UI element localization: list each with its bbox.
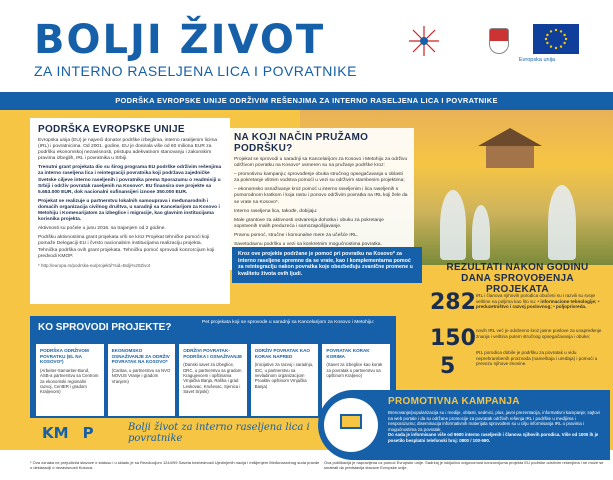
office-kosovo-logo bbox=[407, 24, 441, 58]
eu-support-paragraph bbox=[38, 199, 222, 223]
partner-logos bbox=[369, 22, 599, 72]
project-text: (Caritas, u partnerstvu sa NVO NOVUS Vranje i gradom Vranjem) bbox=[111, 367, 171, 384]
slogan: Bolji život za interno raseljena lica i povratnike bbox=[128, 422, 310, 444]
kmop-logo bbox=[42, 424, 94, 442]
result-text: IRL porodica dobile je podršku za povratak u vidu neprehrambenih proizvoda (nameštaja i uređaja) i pomoći u prevozu njihove imovine. bbox=[476, 350, 598, 367]
implementers-heading: KO SPROVODI PROJEKTE? bbox=[38, 322, 172, 333]
project-column bbox=[179, 344, 247, 416]
result-text-main: IRL i članova njihovih porodica obučeni su i razvili su svoje veštine na poljima kao što su: bbox=[476, 293, 596, 304]
house-roof bbox=[478, 128, 542, 146]
eu-support-paragraph bbox=[38, 165, 222, 195]
eu-support-paragraph: Evropska unija (EU) je najveći donator podrške izbeglima, interno raseljenim licima (IRL) i povratnicima. Od 2001. godine, EU je donirala više od 60 miliona EUR za podršku ekonomskoj nezavisnosti, pristupu adekvatnom stanovanju i zakonskim pravima izbeglih, IRL i povratnika u Srbiji. bbox=[38, 138, 218, 162]
result-number: 5 bbox=[440, 354, 456, 379]
project-text: (Danski savet za izbeglice, DRC, u partnerstvu sa gradom Kragujevcem i opštinama Vrnjačka Banja, Raška i grad Leskovac, Kruševac, Sjenica i Savet Srpski) bbox=[183, 362, 242, 395]
eu-support-bold-text: Projekat se realizuje u partnerstvu lokalnih samouprava i međunarodnih i domaćih organizacija civilnog društva, u saradnji sa Kancelarijom za Kosovo i Metohiju i Komesarijatom za izbeglice i migracije, kao glavnim institucijama korisnika projekta. bbox=[38, 198, 220, 223]
kmop-logo-tail: P bbox=[82, 424, 94, 442]
result-text-extra: • informacione tehnologije; • preduzetništvo i razvoj poslovnog; • poljoprivreda. bbox=[476, 298, 600, 310]
return-callout: Kroz ove projekte podržane je pomoć pri povratku na Kosovo* za interno raseljene spremne da se vrate, kao i komplementarna pomoć za reintegraciju nakon povratka koje obezbeđuju zvanične promene u kvalitetu života ovih ljudi. bbox=[232, 247, 422, 283]
house-illustration bbox=[478, 128, 542, 168]
page-subtitle: ZA INTERNO RASELJENA LICA I POVRATNIKE bbox=[34, 63, 357, 79]
project-title: EKONOMSKO OSNAŽIVANJE ZA ODRŽIV POVRATAK NA KOSOVO* bbox=[111, 348, 170, 365]
campaign-text bbox=[388, 410, 604, 444]
eu-flag-icon bbox=[533, 24, 579, 54]
project-column bbox=[108, 344, 176, 416]
header-band: PODRŠKA EVROPSKE UNIJE ODRŽIVIM REŠENJIMA ZA INTERNO RASELJENA LICA I POVRATNIKE bbox=[0, 92, 613, 110]
project-title: ODRŽIV POVRATAK KAO KORAK NAPRED bbox=[254, 348, 310, 359]
implementers-intro: Pet projekata koji se sprovode u saradnji sa Kancelarijom za Kosovo i Metohiju: bbox=[202, 320, 375, 325]
how-we-support-bullet: – promotivnu kampanju; sprovođenje obuka stručnog opsegačavanja u oblasti za pokretanje vlitnim vodstva pomoći u vezi su održivim stambenim projektima; bbox=[234, 172, 405, 184]
header bbox=[0, 0, 613, 92]
result-number: 282 bbox=[430, 290, 476, 315]
kmop-logo-text: KM bbox=[42, 424, 69, 442]
result-text: novih IRL već je odobreno kroz jasne poslove za unapređenje znanja i veština putem stručnog opsegačavanja i obuke; bbox=[476, 328, 602, 339]
house-wall bbox=[486, 146, 534, 168]
project-text: (Savet za izbeglice kao korak za povratak u partnerstvu sa opštinom Kraljevo) bbox=[326, 362, 383, 378]
results-section bbox=[430, 262, 605, 392]
campaign-heading: PROMOTIVNA KAMPANJA bbox=[388, 396, 520, 407]
eu-caption: Evropska unija bbox=[519, 57, 556, 63]
eu-support-link[interactable]: * http://europa.rs/podrska-eu/projekti/?sid=Bolji%20Zivot bbox=[38, 262, 151, 268]
results-heading: REZULTATI NAKON GODINU DANA SPROVOĐENJA PROJEKATA bbox=[446, 262, 589, 295]
how-we-support-paragraph: Interno raseljena lica, takođe, dobijaju: bbox=[234, 208, 318, 214]
family-silhouette bbox=[472, 205, 490, 260]
kmop-ring-icon bbox=[69, 426, 83, 440]
project-title: POVRATAK KORAK KORIMA bbox=[326, 348, 370, 359]
how-we-support-bullet: – ekonomsko osnaživanje kroz pomoć u interno raseljenim i lica raseljenih s pomorodnom kratkom i koja rastu i ponovo održivim povratka na IRL koji žele da se vrate na Kosovo*. bbox=[234, 187, 408, 205]
result-text bbox=[476, 293, 604, 310]
project-column bbox=[36, 344, 104, 416]
eu-support-paragraph: Podršku aktivnostima grant projekata vrši se kroz Projekat tehničke pomoći koji pomaže Delegaciji EU i čvrsto nacionalnim institucijama realizaciju projekta. Tehnička podrška ovih grant projekata. Tehničku pomoć sprovodi konzorcijum koji predvodi KMOP. bbox=[38, 235, 215, 259]
how-we-support-bullet: Pravnu pomoć, stručne i komunalne mere za učešće IRL. bbox=[234, 232, 359, 238]
project-title: PODRŠKA ODRŽIVOM POVRATKU (EL NA KOSOVO*) bbox=[40, 348, 89, 365]
project-column bbox=[251, 344, 319, 416]
project-text: (Inicijative za razvoj i saradnju, IDC, u partnerstvu sa nevladinom organizacijom Proaktiv opštinom Vrnjačka Banja) bbox=[254, 362, 314, 389]
campaign-text-2: Do sada je informisano više od 9600 interno raseljenih i članova njihovih porodica. Više od 1000 ih je posetilo besplatni telefonski broj: 0800 / 100-590. bbox=[388, 432, 599, 443]
eu-support-paragraph: Aktivnosti su počele u junu 2016. sa trajanjem od 2 godine. bbox=[38, 226, 166, 232]
how-we-support-heading: NA KOJI NAČIN PRUŽAMO PODRŠKU? bbox=[234, 132, 369, 154]
presentation-screen bbox=[340, 414, 362, 429]
campaign-text-1: Brenovanje/popularizacija su i medije, oblasti, sedmici, plus, javni prezentacija, informativni kampanje; sajtovi na web portale i da su održane promocije za povratak održivih rešenja IRL i podrške u medijima i nesporazumu; diseminacija informativnih materijala sprovođeni su u cilju informisanja IRL o pravima i mogućnostima za povratak. bbox=[388, 410, 600, 432]
family-silhouette bbox=[548, 185, 576, 260]
coat-of-arms-icon bbox=[489, 28, 509, 54]
page-title: BOLJI ŽIVOT bbox=[34, 17, 326, 63]
how-we-support-bullet: Savetodavnu podršku u vezi sa konkretnim mogućnostima povratka. bbox=[234, 242, 382, 248]
project-title: ODRŽIVI POVRATAK-PODRŠKA I OSNAŽIVANJE bbox=[183, 348, 243, 359]
eu-support-heading: PODRŠKA EVROPSKE UNIJE bbox=[38, 124, 185, 135]
how-we-support-bullet: Male grantove za aktivnosti ostvarenja dohotka i obuku za pokretanje sopstvenih malih preduzeća i samozapošljavanje. bbox=[234, 217, 384, 229]
family-silhouette bbox=[440, 190, 466, 260]
footer-note-right: Ova publikacija je napravljena uz pomoć Evropske unije. Sadržaj je isključivo odgovornost konzorcijuma projekta EU podrške održivim rešenjima i ne može se smatrati da predstavlja stavove Evropske unije. bbox=[324, 460, 604, 470]
eu-support-panel bbox=[30, 118, 230, 304]
how-we-support-paragraph: Projekat se sprovodi u saradnji sa Kancelarijom za Kosovo i Metohiju za održivu održivom povratku na Kosovo* usmeren su na pružanje podrške kroz: bbox=[234, 157, 408, 169]
footer-note-left: * Ova oznaka ne prejudicira stavove o statusu i u skladu je sa Rezolucijom 1244/99 Saveta bezbednosti Ujedinjenih nacija i mišljenjem Međunarodnog suda pravde o deklaraciji o nezavisnosti Kosova. bbox=[30, 460, 320, 470]
result-number: 150 bbox=[430, 326, 476, 351]
campaign-section bbox=[318, 390, 610, 460]
presentation-icon bbox=[324, 398, 378, 452]
project-text: (Arbeiter-Samariter-Bund, ASB-a partnerstvu sa Centrom za ekonomski regionalni razvoj, CentER i gradom Kraljevom) bbox=[40, 367, 99, 395]
eu-support-bold-text: Trenutni grant projekata dio su širog programa EU podrške održivim rešenjima za interno raseljena lica i reintegraciji povratnika koji podržava zajedničke Svetske ciljeve interno raseljenih i povratnika prema Sporazumu o readmisiji u Srbiji i održiv povratak raseljenih na Kosovo*. EU finansira ove projekte sa 5.653.000 EUR, dok nacionalni sufinansijeri iznose 350.000 EUR. bbox=[38, 165, 222, 195]
